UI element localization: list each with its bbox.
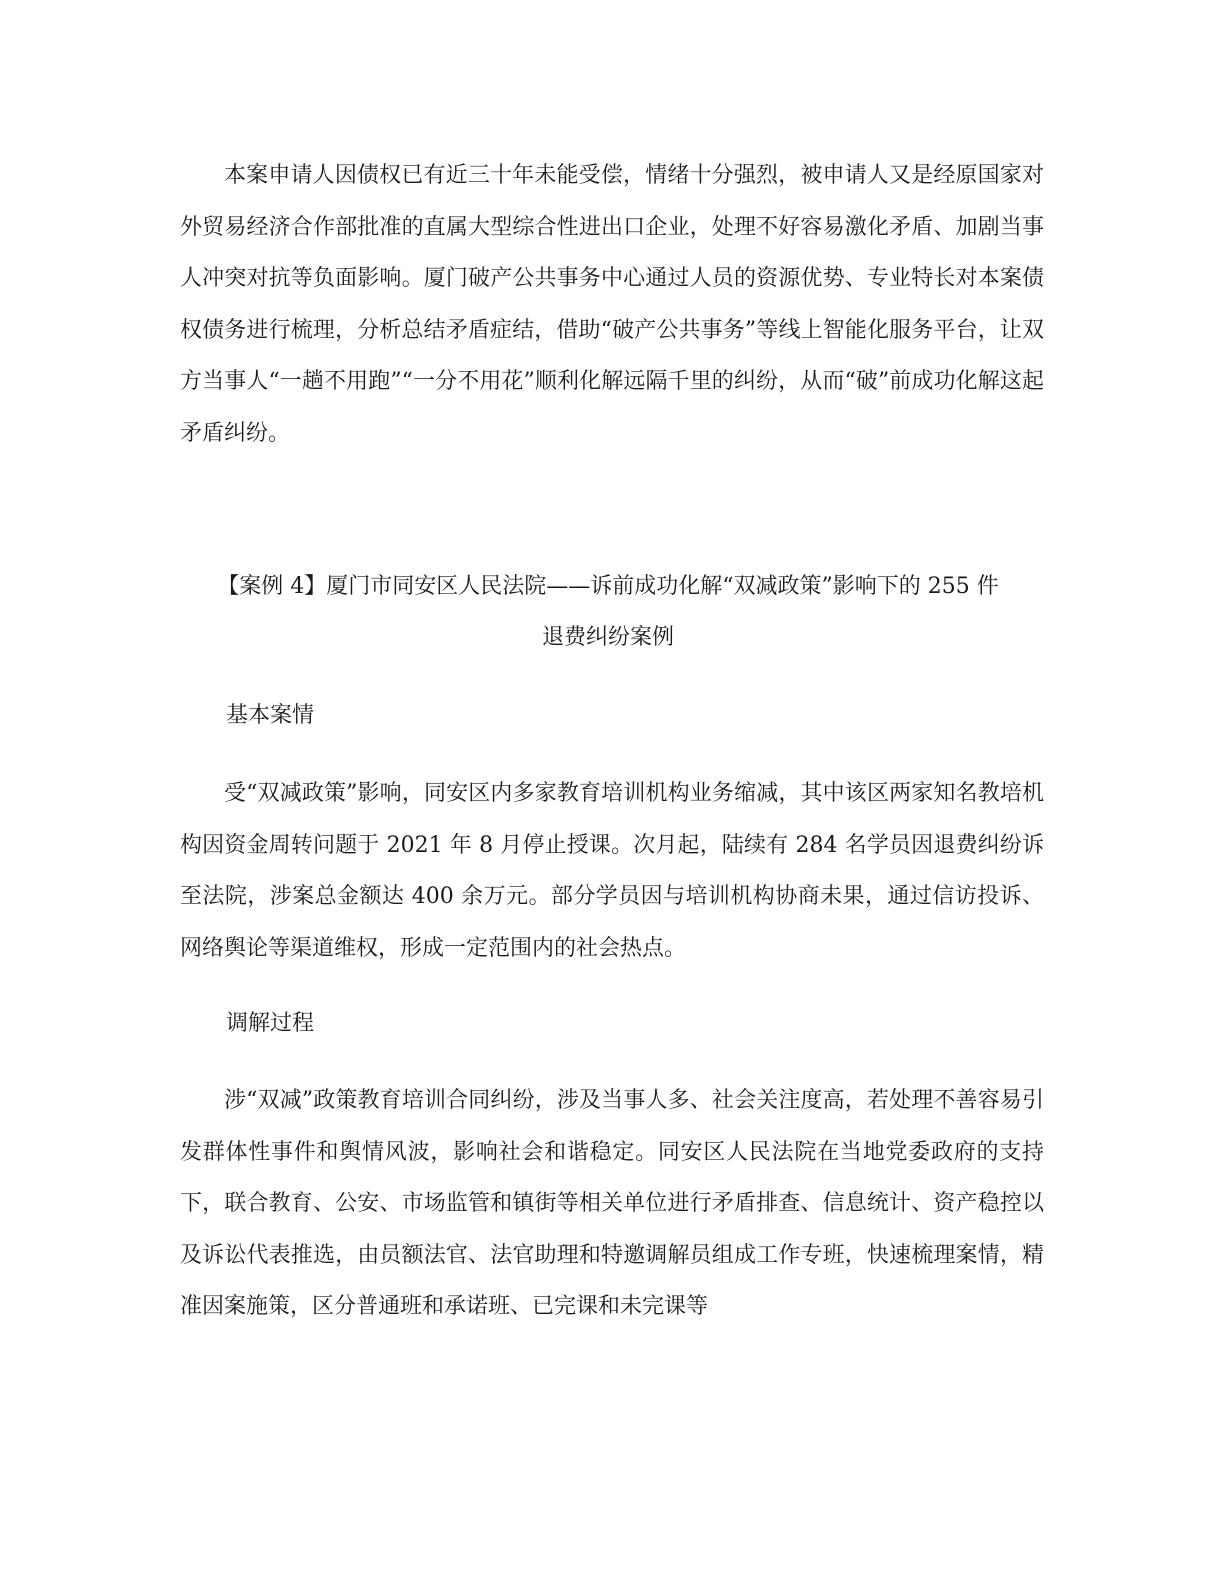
section-heading-basic-facts: 基本案情 [226, 703, 315, 728]
case-title-line-1: 【案例 4】厦门市同安区人民法院——诉前成功化解“双减政策”影响下的 255 件 [217, 574, 999, 599]
paragraph-basic-facts: 受“双减政策”影响，同安区内多家教育培训机构业务缩减，其中该区两家知名教培机构因资金周转问题于 2021 年 8 月停止授课。次月起，陆续有 284 名学员因退费纠纷诉至法院，涉案总金额达 400 余万元。部分学员因与培训机构协商未果，通过信访投诉、网络舆论等渠道维权，形成一定范围内的社会热点。 [180, 781, 1044, 961]
case-title [172, 561, 1044, 663]
paragraph-case3-summary: 本案申请人因债权已有近三十年未能受偿，情绪十分强烈，被申请人又是经原国家对外贸易经济合作部批准的直属大型综合性进出口企业，处理不好容易激化矛盾、加剧当事人冲突对抗等负面影响。厦门破产公共事务中心通过人员的资源优势、专业特长对本案债权债务进行梳理，分析总结矛盾症结，借助“破产公共事务”等线上智能化服务平台，让双方当事人“一趟不用跑”“一分不用花”顺利化解远隔千里的纠纷，从而“破”前成功化解这起矛盾纠纷。 [180, 163, 1044, 446]
paragraph-mediation-process: 涉“双减”政策教育培训合同纠纷，涉及当事人多、社会关注度高，若处理不善容易引发群体性事件和舆情风波，影响社会和谐稳定。同安区人民法院在当地党委政府的支持下，联合教育、公安、市场监管和镇街等相关单位进行矛盾排查、信息统计、资产稳控以及诉讼代表推选，由员额法官、法官助理和特邀调解员组成工作专班，快速梳理案情，精准因案施策，区分普通班和承诺班、已完课和未完课等 [180, 1088, 1044, 1319]
case-title-line-2: 退费纠纷案例 [541, 625, 674, 650]
section-heading-mediation-process: 调解过程 [226, 1011, 315, 1036]
